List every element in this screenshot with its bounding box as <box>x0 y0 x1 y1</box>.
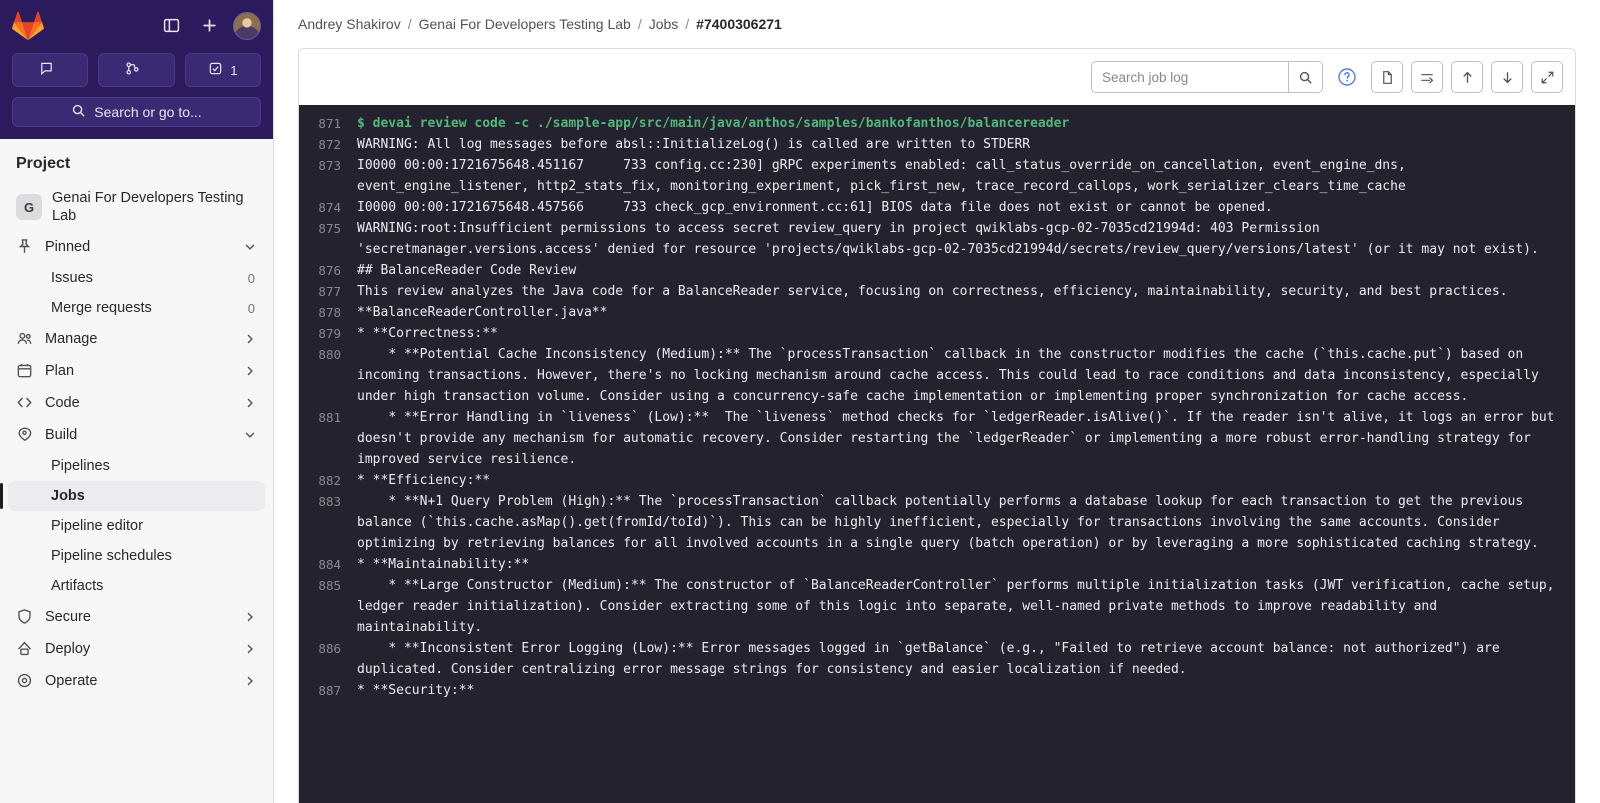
sidebar-item-artifacts[interactable] <box>8 571 265 601</box>
issues-icon <box>39 61 54 79</box>
avatar[interactable] <box>233 12 261 40</box>
sidebar-section-title: Project <box>16 155 71 172</box>
log-line-text: * **Inconsistent Error Logging (Low):** Error messages logged in `getBalance` (e.g., "Failed to retrieve account balance: not authorized") are duplicated. Consider centralizing error message strings for consistency and easier localization if needed. <box>357 641 1508 677</box>
todo-check-icon <box>208 61 223 79</box>
job-log-toolbar <box>299 49 1575 105</box>
search-icon <box>71 103 86 121</box>
search-or-go-to-label: Search or go to... <box>94 104 202 120</box>
breadcrumb-separator: / <box>637 16 642 32</box>
log-line-text: **BalanceReaderController.java** <box>357 305 608 320</box>
sidebar-item-pipeline-editor[interactable] <box>8 511 265 541</box>
log-line <box>299 302 1575 323</box>
sidebar-item-code[interactable] <box>8 387 265 419</box>
log-line-text: WARNING:root:Insufficient permissions to access secret review_query in project qwiklabs-gcp-02-7035cd21994d: 403 Permission 'secretmanager.versions.access' denied for resource 'projects/qwiklabs-gcp-02-7035cd21994d/secrets/review_query/versions/latest' (or it may not exist). <box>357 221 1539 257</box>
chevron-down-icon <box>243 240 257 254</box>
pin-icon <box>16 238 34 256</box>
log-line-number[interactable]: 874 <box>318 200 341 215</box>
log-line-text: * **Security:** <box>357 683 475 698</box>
sidebar-item-pinned[interactable] <box>8 231 265 263</box>
code-brackets-icon <box>16 394 34 412</box>
log-line-text: WARNING: All log messages before absl::InitializeLog() is called are written to STDERR <box>357 137 1031 152</box>
gitlab-tanuki-icon[interactable] <box>12 10 44 42</box>
log-line-text: ## BalanceReader Code Review <box>357 263 577 278</box>
help-icon[interactable] <box>1331 61 1363 93</box>
log-line <box>299 575 1575 638</box>
deploy-icon <box>16 640 34 658</box>
log-line <box>299 554 1575 575</box>
log-line-number[interactable]: 877 <box>318 284 341 299</box>
log-line <box>299 155 1575 197</box>
breadcrumb-item-project[interactable]: Genai For Developers Testing Lab <box>418 16 631 32</box>
sidebar-quick-chips <box>12 53 261 87</box>
log-line-text: * **Efficiency:** <box>357 473 491 488</box>
log-line-number[interactable]: 886 <box>318 641 341 656</box>
log-line-text: * **Error Handling in `liveness` (Low):** The `liveness` method checks for `ledgerReader.isAlive()`. If the reader isn't alive, it logs an error but doesn't provide any mechanism for automatic recovery. Consider restarting the `ledgerReader` or implementing a more robust error-handling strategy for improved service resilience. <box>357 410 1563 467</box>
plus-icon[interactable] <box>195 12 223 40</box>
job-log-panel <box>298 48 1576 803</box>
log-line-number[interactable]: 881 <box>318 410 341 425</box>
breadcrumb-separator: / <box>685 16 690 32</box>
scroll-to-bottom-icon[interactable] <box>1491 61 1523 93</box>
sidebar-item-issues-label: Issues <box>51 270 93 287</box>
chip-issues[interactable] <box>12 53 88 87</box>
main-content <box>274 0 1600 803</box>
sidebar-header-row <box>12 8 261 43</box>
sidebar-item-deploy-label: Deploy <box>45 641 91 658</box>
chip-merge-requests[interactable] <box>98 53 174 87</box>
log-line <box>299 134 1575 155</box>
log-line-number[interactable]: 885 <box>318 578 341 593</box>
sidebar-toggle-icon[interactable] <box>157 12 185 40</box>
log-line-text: I0000 00:00:1721675648.451167 733 config.cc:230] gRPC experiments enabled: call_status_override_on_cancellation, event_engine_dns, event_engine_listener, http2_stats_fix, monitoring_experiment, pick_first_new, trace_record_callops, work_serializer_clears_time_cache <box>357 158 1414 194</box>
sidebar-item-deploy[interactable] <box>8 633 265 665</box>
log-line-number[interactable]: 883 <box>318 494 341 509</box>
sidebar-item-pipeline-schedules[interactable] <box>8 541 265 571</box>
log-line-number[interactable]: 887 <box>318 683 341 698</box>
sidebar-item-issues-count: 0 <box>247 270 255 286</box>
log-line <box>299 344 1575 407</box>
log-line <box>299 113 1575 134</box>
log-line-number[interactable]: 879 <box>318 326 341 341</box>
chevron-down-icon <box>243 428 257 442</box>
log-line-number[interactable]: 873 <box>318 158 341 173</box>
log-line-number[interactable]: 880 <box>318 347 341 362</box>
sidebar-item-build-label: Build <box>45 427 78 444</box>
breadcrumb-item-job-id[interactable]: #7400306271 <box>696 16 782 32</box>
chevron-right-icon <box>243 396 257 410</box>
log-line-number[interactable]: 875 <box>318 221 341 236</box>
sidebar-item-pipelines-label: Pipelines <box>51 458 110 475</box>
breadcrumb <box>274 0 1600 48</box>
log-line-text: This review analyzes the Java code for a BalanceReader service, focusing on correctness, efficiency, maintainability, security, and best practices. <box>357 284 1508 299</box>
sidebar-item-issues[interactable] <box>8 263 265 293</box>
sidebar-item-plan-label: Plan <box>45 363 75 380</box>
sidebar-item-operate-label: Operate <box>45 673 98 690</box>
chevron-right-icon <box>243 364 257 378</box>
sidebar-item-operate[interactable] <box>8 665 265 697</box>
log-line-text: $ devai review code -c ./sample-app/src/main/java/anthos/samples/bankofanthos/balancereader <box>357 116 1070 131</box>
sidebar-item-code-label: Code <box>45 395 80 412</box>
sidebar-item-plan[interactable] <box>8 355 265 387</box>
sidebar-item-pipeline-schedules-label: Pipeline schedules <box>51 548 172 565</box>
log-line-number[interactable]: 884 <box>318 557 341 572</box>
sidebar-project[interactable] <box>8 183 265 231</box>
sidebar-item-merge-requests[interactable] <box>8 293 265 323</box>
sidebar-item-pipelines[interactable] <box>8 451 265 481</box>
log-line-number[interactable]: 872 <box>318 137 341 152</box>
chip-todos[interactable] <box>185 53 261 87</box>
chip-todos-count: 1 <box>230 62 238 78</box>
log-line-number[interactable]: 871 <box>318 116 341 131</box>
log-line-text: * **Large Constructor (Medium):** The constructor of `BalanceReaderController` performs multiple initialization tasks (JWT verification, cache setup, ledger reader initialization). Consider extracting some of this logic into separate, well-named private methods to improve readability and maintainability. <box>357 578 1563 635</box>
log-line-text: * **Correctness:** <box>357 326 498 341</box>
calendar-icon <box>16 362 34 380</box>
raw-log-icon[interactable] <box>1371 61 1403 93</box>
sidebar-item-pinned-label: Pinned <box>45 239 91 256</box>
log-line <box>299 680 1575 701</box>
project-name: Genai For Developers Testing Lab <box>52 190 244 225</box>
log-line <box>299 470 1575 491</box>
sidebar-item-jobs-label: Jobs <box>51 488 85 505</box>
log-line-number[interactable]: 878 <box>318 305 341 320</box>
rocket-icon <box>16 426 34 444</box>
log-line <box>299 197 1575 218</box>
breadcrumb-item-user[interactable]: Andrey Shakirov <box>298 16 401 32</box>
sidebar <box>0 0 274 803</box>
chevron-right-icon <box>243 610 257 624</box>
job-log-search[interactable] <box>1091 61 1323 93</box>
log-line <box>299 491 1575 554</box>
chevron-right-icon <box>243 642 257 656</box>
sidebar-item-build[interactable] <box>8 419 265 451</box>
log-line <box>299 281 1575 302</box>
chevron-right-icon <box>243 674 257 688</box>
merge-request-icon <box>125 61 140 79</box>
log-line-number[interactable]: 876 <box>318 263 341 278</box>
operate-icon <box>16 672 34 690</box>
log-line <box>299 260 1575 281</box>
sidebar-item-merge-requests-count: 0 <box>247 300 255 316</box>
scroll-to-top-icon[interactable] <box>1451 61 1483 93</box>
project-avatar: G <box>16 194 42 220</box>
sidebar-nav <box>0 139 273 803</box>
sidebar-item-manage-label: Manage <box>45 331 98 348</box>
sidebar-item-artifacts-label: Artifacts <box>51 578 104 595</box>
sidebar-item-merge-requests-label: Merge requests <box>51 300 152 317</box>
breadcrumb-item-jobs[interactable]: Jobs <box>648 16 679 32</box>
search-or-go-to-button[interactable] <box>12 97 261 127</box>
log-line <box>299 323 1575 344</box>
log-line <box>299 638 1575 680</box>
log-line-text: * **N+1 Query Problem (High):** The `processTransaction` callback potentially performs a database lookup for each transaction to get the previous balance (`this.cache.asMap().get(fromId/toId)`). This can be highly inefficient, especially for transactions involving the same accounts. Consider optimizing by retrieving balances for all involved accounts in a single query (batch operation) or by leveraging a more sophisticated caching strategy. <box>357 494 1539 551</box>
manage-users-icon <box>16 330 34 348</box>
chevron-right-icon <box>243 332 257 346</box>
shield-icon <box>16 608 34 626</box>
sidebar-item-pipeline-editor-label: Pipeline editor <box>51 518 143 535</box>
log-line-text: * **Maintainability:** <box>357 557 530 572</box>
scroll-to-failure-icon[interactable] <box>1411 61 1443 93</box>
sidebar-header-actions <box>157 12 261 40</box>
sidebar-item-secure-label: Secure <box>45 609 91 626</box>
log-line <box>299 218 1575 260</box>
full-screen-icon[interactable] <box>1531 61 1563 93</box>
log-line-text: I0000 00:00:1721675648.457566 733 check_gcp_environment.cc:61] BIOS data file does not exist or cannot be opened. <box>357 200 1273 215</box>
search-icon[interactable] <box>1288 62 1322 92</box>
search-input[interactable] <box>1092 62 1288 92</box>
job-log-output[interactable] <box>299 105 1575 803</box>
sidebar-header <box>0 0 273 139</box>
sidebar-item-secure[interactable] <box>8 601 265 633</box>
sidebar-item-jobs[interactable] <box>8 481 265 511</box>
log-line-text: * **Potential Cache Inconsistency (Medium):** The `processTransaction` callback in the constructor modifies the cache (`this.cache.put`) based on incoming transactions. However, there's no locking mechanism around cache access. This could lead to race conditions and data inconsistency, especially under high transaction volume. Consider using a concurrency-safe cache implementation or implementing proper synchronization for cache access. <box>357 347 1547 404</box>
log-line-number[interactable]: 882 <box>318 473 341 488</box>
breadcrumb-separator: / <box>407 16 412 32</box>
log-line <box>299 407 1575 470</box>
sidebar-item-manage[interactable] <box>8 323 265 355</box>
